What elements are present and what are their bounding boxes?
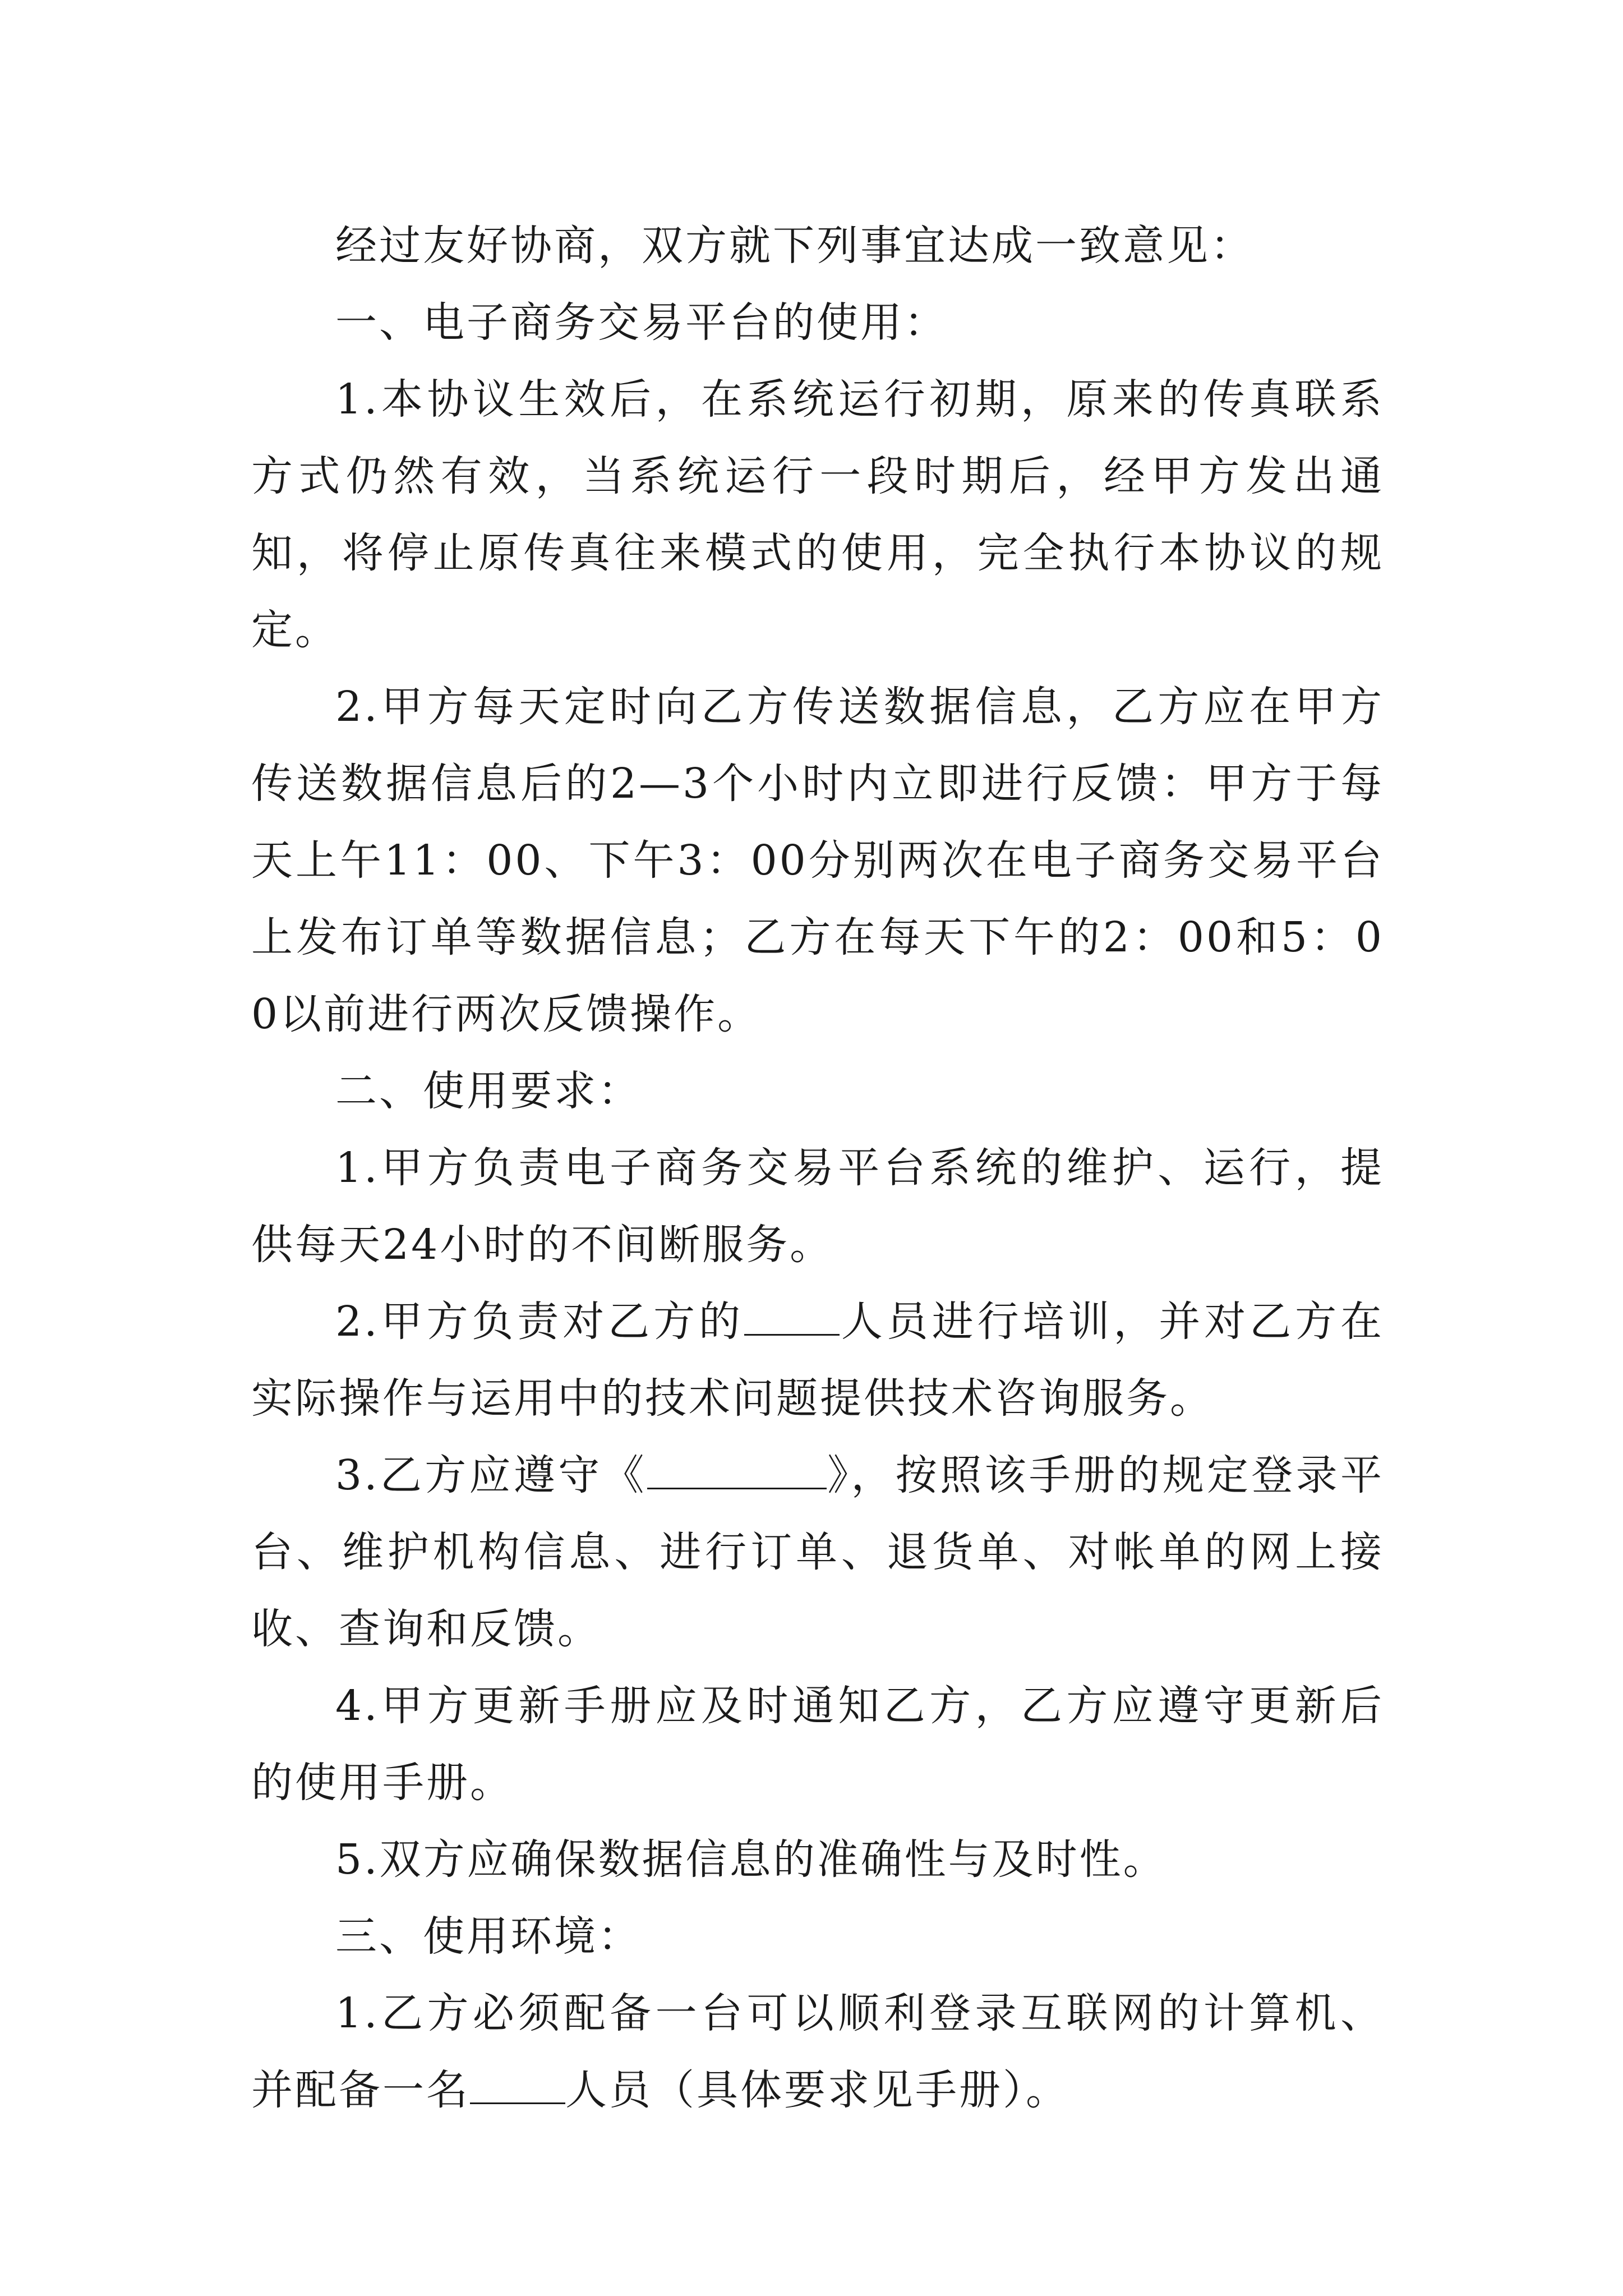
section-2-item-2-text-after: 人员进行培训，并对乙方在实际操作与运用中的技术问题提供技术咨询服务。 [251,1297,1385,1423]
section-2-item-2-text-before: 2.甲方负责对乙方的 [335,1297,744,1346]
fill-in-blank-personnel [744,1289,840,1336]
fill-in-blank-manual-title [647,1443,827,1489]
section-3-item-1-text-before: 1.乙方必须配备一台可以顺利登录互联网的计算机、并配备一名 [251,1989,1384,2114]
section-2-item-2 [251,1283,1384,1437]
section-2-item-3-text-before: 3.乙方应遵守《 [335,1451,647,1499]
section-2-item-3 [251,1437,1384,1668]
section-2-item-4: 4.甲方更新手册应及时通知乙方，乙方应遵守更新后的使用手册。 [251,1682,1384,1807]
intro-paragraph: 经过友好协商，双方就下列事宜达成一致意见： [335,222,1254,270]
document-body [251,208,1384,2129]
section-3-item-1-text-after: 人员（具体要求见手册）。 [565,2066,1069,2114]
section-1-heading: 一、电子商务交易平台的使用： [335,298,948,347]
section-1-item-1: 1.本协议生效后，在系统运行初期，原来的传真联系方式仍然有效，当系统运行一段时期后，经甲方发出通知，将停止原传真往来模式的使用，完全执行本协议的规定。 [251,375,1384,654]
section-2-item-1: 1.甲方负责电子商务交易平台系统的维护、运行，提供每天24小时的不间断服务。 [251,1144,1384,1269]
section-2-item-5: 5.双方应确保数据信息的准确性与及时性。 [335,1835,1167,1884]
section-3-item-1 [251,1975,1384,2129]
section-1-item-2: 2.甲方每天定时向乙方传送数据信息，乙方应在甲方传送数据信息后的2—3个小时内立即进行反馈：甲方于每天上午11：00、下午3：00分别两次在电子商务交易平台上发布订单等数据信息；乙方在每天下午的2：00和5：00以前进行两次反馈操作。 [251,683,1384,1038]
fill-in-blank-operator [470,2058,565,2104]
section-2-heading: 二、使用要求： [335,1067,642,1115]
section-3-heading: 三、使用环境： [335,1912,642,1961]
section-2-item-3-text-after: 》，按照该手册的规定登录平台、维护机构信息、进行订单、退货单、对帐单的网上接收、查询和反馈。 [251,1451,1384,1653]
